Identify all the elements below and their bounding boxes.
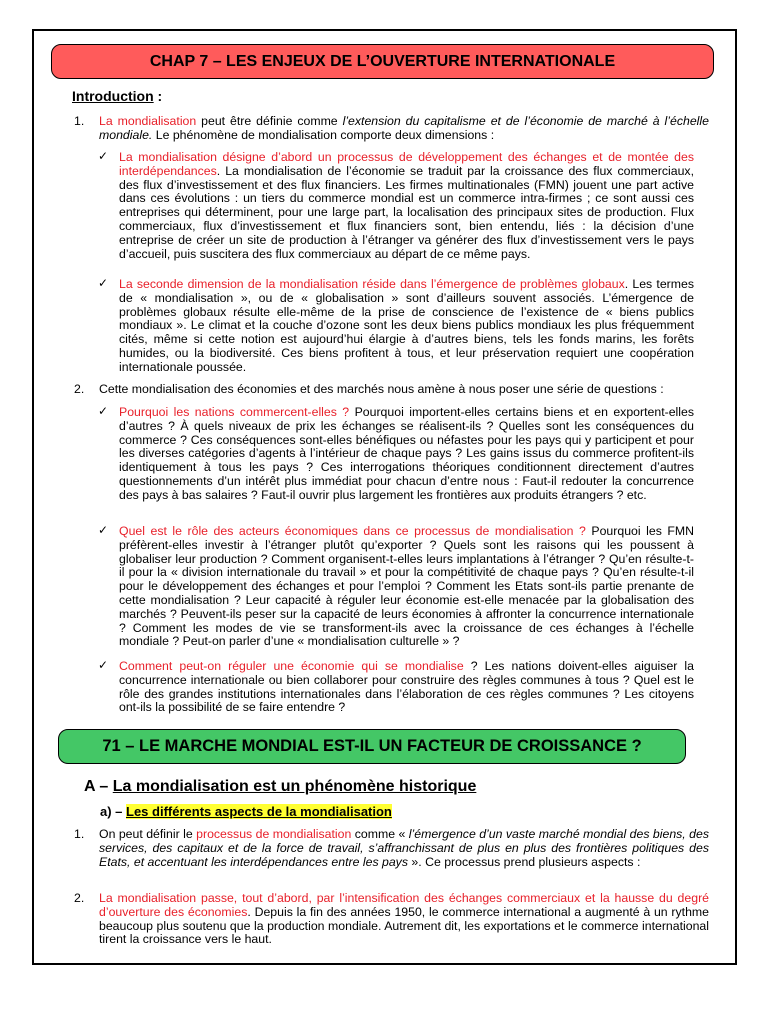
highlight-term: La mondialisation bbox=[99, 114, 197, 128]
subsection-title: La mondialisation est un phénomène historique bbox=[112, 778, 477, 795]
subsection-prefix: A – bbox=[84, 778, 113, 795]
body-text: Pourquoi importent-elles certains biens et en exportent-elles d’autres ? À quels niveaux de prix les échanges se réalisent-ils ? Quelles sont les conséquences du commerce ? Ces conséquences sont-elles bénéfiques ou néfastes pour les pays qui y participent et pour les diverses catégories d’agents à l’intérieur de chaque pays ? Les gains issus du commerce profitent-ils identiquement à tous les pays ? Ces interrogations théoriques conditionnent directement d’autres questionnements d’un intérêt plus immédiat pour chacun d’entre nous : Faut-il redouter la concurrence des pays à bas salaires ? Faut-il ouvrir plus largement les frontières aux produits étrangers ? etc. bbox=[119, 405, 695, 502]
bullet-text bbox=[119, 660, 694, 715]
check-icon: ✓ bbox=[98, 149, 109, 163]
body-text: . Les termes de « mondialisation », ou de « globalisation » sont d’ailleurs souvent associés. L’émergence de problèmes globaux résulte elle-même de la prise de conscience de l’existence de « biens publics mondiaux ». Le climat et la couche d’ozone sont les deux biens publics mondiaux les plus fréquemment cités, même si cette notion est aujourd’hui élargie à d’autres biens, tels les fonds marins, les forêts humides, ou la biodiversité. Ces biens profitent à tous, et leur préservation requiert une coopération internationale poussée. bbox=[119, 277, 694, 374]
item-number: 2. bbox=[74, 891, 85, 905]
check-icon: ✓ bbox=[98, 658, 109, 672]
subsection-a-a-heading bbox=[100, 804, 392, 819]
item-text: Cette mondialisation des économies et des marchés nous amène à nous poser une série de questions : bbox=[99, 382, 664, 396]
body-text: Pourquoi les FMN préfèrent-elles investir à l’étranger plutôt qu’exporter ? Quels sont les raisons qui les poussent à globaliser leur production ? Comment organisent-t-elles leurs implantations à l’étranger ? Qu’en résulte-t-il pour la « division internationale du travail » et pour la compétitivité de chaque pays ? Qu’en résulte-t-il pour le développement des échanges et pour l’emploi ? Comment les Etats sont-ils partie prenante de cette mondialisation ? Leur capacité à réguler leur économie est-elle menacée par la globalisation des marchés ? Peuvent-ils peser sur la capacité de leurs économies à affronter la concurrence internationale ? Comment les modes de vie se transforment-ils avec la croissance de ces échanges à l’échelle mondiale ? Peut-on parler d’une « mondialisation culturelle » ? bbox=[119, 524, 695, 649]
text-run: Le phénomène de mondialisation comporte deux dimensions : bbox=[152, 127, 495, 142]
introduction-label: Introduction bbox=[72, 88, 154, 104]
body-text: . Depuis la fin des années 1950, le commerce international a augmenté à un rythme beaucoup plus soutenu que la production mondiale. Autrement dit, les exportations et le commerce international tirent la croissance vers le haut. bbox=[99, 904, 709, 947]
item-text bbox=[99, 115, 709, 143]
highlight-text: Comment peut-on réguler une économie qui se mondialise bbox=[119, 659, 464, 673]
bullet-text bbox=[119, 406, 694, 503]
section-71-title: 71 – LE MARCHE MONDIAL EST-IL UN FACTEUR DE CROISSANCE ? bbox=[58, 729, 686, 764]
bullet-text bbox=[119, 278, 694, 375]
highlight-text: La mondialisation désigne d’abord un processus de développement des échanges et de montée des interdépendances bbox=[119, 150, 694, 178]
item-number: 1. bbox=[74, 114, 85, 128]
chapter-title: CHAP 7 – LES ENJEUX DE L’OUVERTURE INTERNATIONALE bbox=[51, 44, 714, 79]
body-text: . La mondialisation de l’économie se traduit par la croissance des flux commerciaux, des flux d’investissement et des flux financiers. Les firmes multinationales (FMN) jouent une part active dans ces évolutions : un tiers du commerce mondial est un commerce intra-firmes ; ce sont aussi ces entreprises qui déterminent, pour une large part, la localisation des principaux sites de production. Flux commerciaux, flux d’investissement et flux financiers sont, bien entendu, liés : la décision d’une entreprise de créer un site de production à l’étranger va générer des flux d’investissement vers le pays d’accueil, puis suscitera des flux commerciaux au départ de ce même pays. bbox=[119, 163, 694, 261]
text-run: On peut définir le bbox=[99, 827, 197, 841]
text-run: comme « bbox=[351, 827, 409, 841]
item-number: 2. bbox=[74, 382, 85, 396]
bullet-text bbox=[119, 151, 694, 261]
item-text bbox=[99, 892, 709, 947]
check-icon: ✓ bbox=[98, 523, 109, 537]
introduction-colon: : bbox=[153, 88, 163, 104]
highlight-text: La mondialisation passe, tout d’abord, par l’intensification des échanges commerciaux et la hausse du degré d’ouverture des économies bbox=[99, 891, 709, 919]
highlight-text: Pourquoi les nations commercent-elles ? bbox=[119, 405, 350, 419]
introduction-heading bbox=[72, 88, 162, 104]
highlight-text: Quel est le rôle des acteurs économiques dans ce processus de mondialisation ? bbox=[119, 524, 586, 538]
body-text: ? Les nations doivent-elles aiguiser la concurrence internationale ou bien collaborer pour construire des règles communes à tous ? Quel est le rôle des grandes institutions internationales dans l’élaboration de ces règles communes ? Les citoyens ont-ils la possibilité de se faire entendre ? bbox=[119, 659, 694, 715]
definition-text: l’émergence d’un vaste marché mondial des biens, des services, des capitaux et de la force de travail, s’affranchissant de plus en plus des frontières politiques des Etats, et accentuant les interdépendances entre les pays bbox=[99, 827, 709, 869]
highlight-text: La seconde dimension de la mondialisation réside dans l’émergence de problèmes globaux bbox=[119, 277, 625, 291]
item-number: 1. bbox=[74, 827, 85, 841]
bullet-text bbox=[119, 525, 694, 649]
subsection-prefix: a) – bbox=[100, 804, 127, 819]
subsection-title: Les différents aspects de la mondialisation bbox=[126, 804, 392, 819]
highlight-term: processus de mondialisation bbox=[196, 827, 352, 841]
text-run: peut être définie comme bbox=[196, 114, 343, 128]
item-text bbox=[99, 828, 709, 869]
subsection-a-heading bbox=[84, 778, 476, 796]
text-run: ». Ce processus prend plusieurs aspects : bbox=[407, 854, 641, 869]
check-icon: ✓ bbox=[98, 404, 109, 418]
check-icon: ✓ bbox=[98, 276, 109, 290]
definition-text: l’extension du capitalisme et de l’économie de marché à l’échelle mondiale. bbox=[99, 114, 709, 142]
